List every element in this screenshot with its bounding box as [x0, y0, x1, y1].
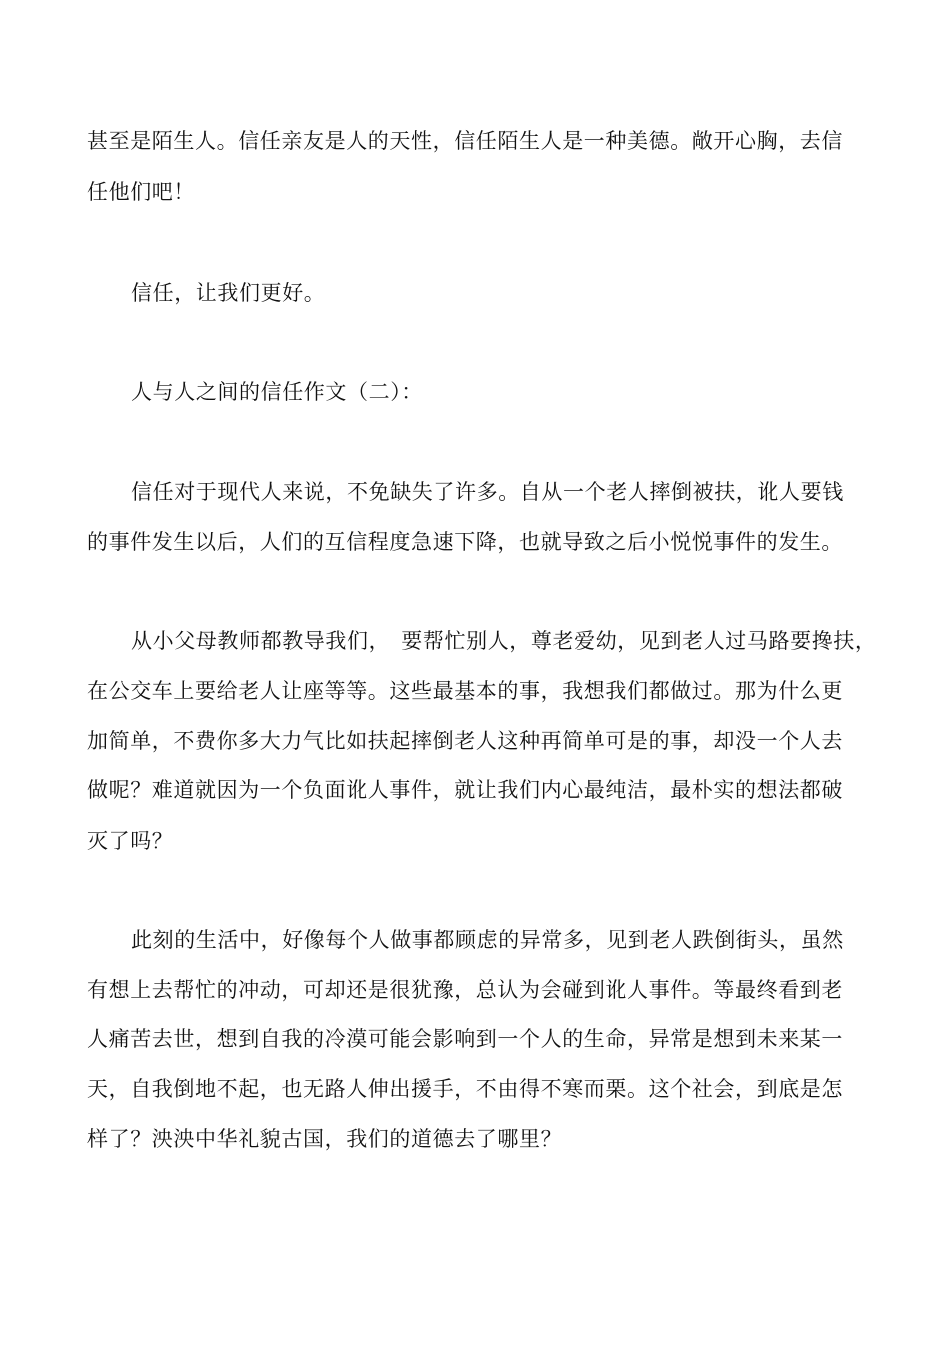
text-line: 信任对于现代人来说，不免缺失了许多。自从一个老人摔倒被扶，讹人要钱: [131, 480, 844, 504]
text-line: 在公交车上要给老人让座等等。这些最基本的事，我想我们都做过。那为什么更: [87, 679, 843, 703]
section-heading: 人与人之间的信任作文（二）：: [131, 380, 423, 404]
text-line: 人痛苦去世，想到自我的冷漠可能会影响到一个人的生命，异常是想到未来某一: [87, 1027, 843, 1051]
text-line: 信任，让我们更好。: [131, 281, 326, 305]
text-line: 灭了吗？: [87, 829, 174, 853]
text-line: 样了？泱泱中华礼貌古国，我们的道德去了哪里？: [87, 1127, 563, 1151]
text-line: 做呢？难道就因为一个负面讹人事件，就让我们内心最纯洁，最朴实的想法都破: [87, 778, 843, 802]
text-line: 天，自我倒地不起，也无路人伸出援手，不由得不寒而栗。这个社会，到底是怎: [87, 1077, 843, 1101]
text-line: 加简单，不费你多大力气比如扶起摔倒老人这种再简单可是的事，却没一个人去: [87, 729, 843, 753]
text-line: 此刻的生活中，好像每个人做事都顾虑的异常多，见到老人跌倒街头，虽然: [131, 928, 844, 952]
text-line: 任他们吧！: [87, 180, 195, 204]
text-line: 的事件发生以后，人们的互信程度急速下降，也就导致之后小悦悦事件的发生。: [87, 530, 843, 554]
text-line: 从小父母教师都教导我们， 要帮忙别人，尊老爱幼，见到老人过马路要搀扶，: [131, 629, 877, 653]
text-line: 有想上去帮忙的冲动，可却还是很犹豫，总认为会碰到讹人事件。等最终看到老: [87, 978, 843, 1002]
text-line: 甚至是陌生人。信任亲友是人的天性，信任陌生人是一种美德。敞开心胸，去信: [87, 129, 843, 153]
